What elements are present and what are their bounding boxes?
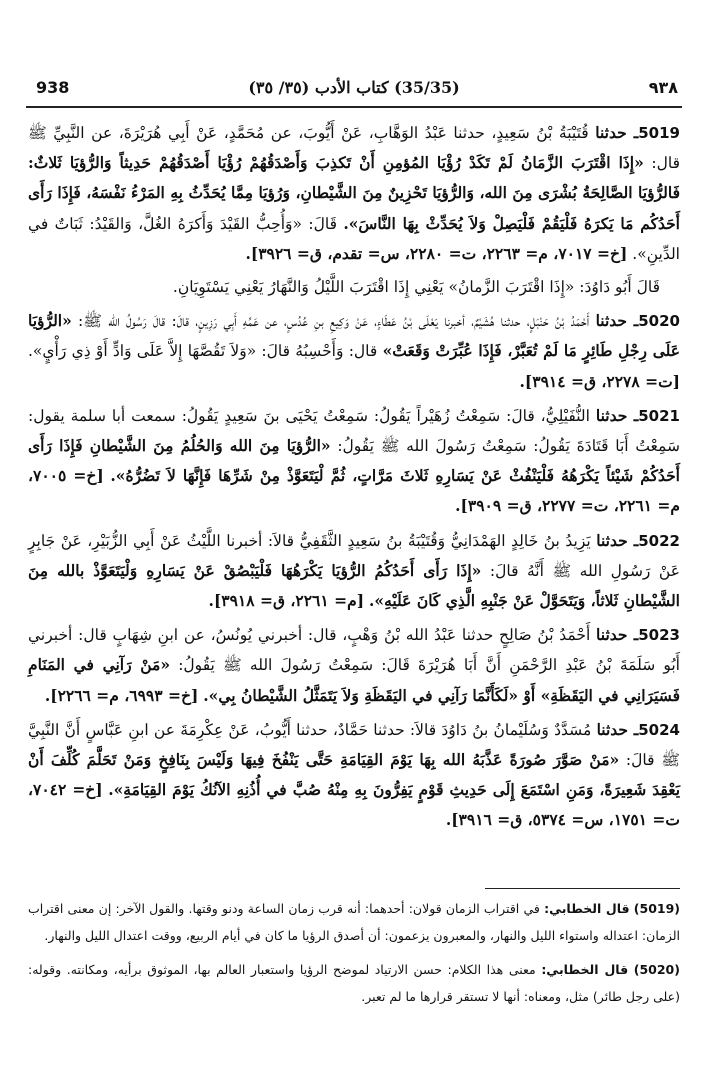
matn-continuation: قَالَ: «وَأُحِبُّ القَيْدَ وَأَكرَهُ الغُلَّ، وَالقَيْدُ: ثَبَاتٌ في الدِّينِ». xyxy=(28,214,680,263)
hadith-label: ـ حدثنا xyxy=(595,123,639,142)
hadith-number: 5022 xyxy=(638,531,680,550)
takhrij: [ت= ٢٢٧٨، ق= ٣٩١٤]. xyxy=(519,371,680,391)
footnote-number: (5020) xyxy=(633,962,680,977)
hadith-label: ـ حدثنا xyxy=(595,311,639,331)
hadith-5024 xyxy=(28,715,680,836)
main-text xyxy=(28,118,680,840)
matn-continuation: قال: وَأَحْسِبُهُ قالَ: «وَلاَ تَقُصَّهَا إِلاَّ عَلَى وَادٍّ أَوْ ذِي رَأْيٍ». xyxy=(28,342,378,361)
hadith-label: ـ حدثنا xyxy=(596,625,639,645)
hadith-number: 5020 xyxy=(638,312,680,331)
hadith-label: ـ حدثنا xyxy=(596,530,639,550)
matn: «إِذَا رَأَى أَحَدُكُمُ الرُّؤيَا يَكْرَهُهَا فَلْيَبْصُقْ عَنْ يَسَارِهِ وَلْيَتَعَوَّذْ بالله مِنَ الشَّيْطانِ ثَلاثاً، وَيَتَحَوَّلْ عَنْ جَنْبِهِ الَّذِي كَانَ عَلَيْهِ». xyxy=(28,560,680,611)
takhrij: [خ= ٧٠٠٥، م= ٢٢٦١، ت= ٢٢٧٧، ق= ٣٩٠٩]. xyxy=(28,466,680,516)
footnote-text: في اقتراب الزمان قولان: أحدهما: أنه قرب زمان الساعة ودنو وقتها. والقول الآخر: إن معنى اقتراب الزمان: اعتداله واستواء الليل والنهار، والمعبرون يزعمون: أن أصدق الرؤيا ما كان في أيام الربيع، ووقت اعتدال الليل والنهار. xyxy=(28,901,680,943)
isnad: يَزِيدُ بنُ خَالِدٍ الهَمْدَانِيُّ وَقُتَيْبَةُ بنُ سَعِيدٍ الثَّقَفِيُّ قالاَ: أخبرنا اللَّيْثُ عَنْ أَبِي الزُّبَيْرِ، عَنْ جَابِرٍ عَنْ رَسُولِ الله ﷺ أَنَّهُ قالَ: xyxy=(28,531,680,580)
footnote-label: قال الخطابي: xyxy=(541,962,629,977)
takhrij: [خ= ٧٠١٧، م= ٢٢٦٣، ت= ٢٢٨٠، س= تقدم، ق= ٣٩٢٦]. xyxy=(245,243,628,263)
hadith-5020 xyxy=(28,306,680,397)
hadith-label: ـ حدثنا xyxy=(595,405,639,425)
page-header xyxy=(26,76,682,108)
footnote-5019 xyxy=(28,896,680,949)
running-title: (35/35) كتاب الأدب (٣٥/ ٣٥) xyxy=(248,78,460,97)
abu-dawud-comment xyxy=(28,273,680,302)
isnad: أَحْمَدُ بْنُ حَنْبَلٍ، حدثنا هُشَيْمٌ، أخبرنا يَعْلَى بْنُ عَطَاءٍ، عَنْ وَكِيعِ بنِ عُدُسٍ، عن عَمِّهِ أَبِي رَزِينٍ، قالَ: قالَ رَسُولُ الله ﷺ: xyxy=(78,312,590,331)
takhrij: [خ= ٧٠٤٢، ت= ١٧٥١، س= ٥٣٧٤، ق= ٣٩١٦]. xyxy=(28,780,680,830)
footnotes xyxy=(28,888,680,1018)
matn: «مَنْ صَوَّرَ صُورَةً عَذَّبَهُ الله بِهَا يَوْمَ القِيَامَةِ حَتَّى يَنْفُخَ فِيهَا وَلَيْسَ بِنَافِخٍ وَمَنْ تَحَلَّمَ كُلِّفَ أَنْ يَعْقِدَ شَعِيرَةً، وَمَنِ اسْتَمَعَ إِلَى حَدِيثِ قَوْمٍ يَفِرُّونَ بِهِ مِنْهُ صُبَّ في أُذُنِهِ الآنُكُ يَوْمَ القِيَامَةِ». xyxy=(28,750,681,800)
isnad: مُسَدَّدٌ وَسُلَيْمانُ بنُ دَاوُدَ قالاَ: حدثنا حَمَّادٌ، حدثنا أَيُّوبُ، عَنْ عِكْرِمَةَ عن ابنِ عَبَّاسٍ أَنَّ النَّبِيَّ ﷺ قالَ: xyxy=(28,720,680,770)
hadith-number: 5024 xyxy=(638,720,680,739)
matn: «إِذَا اقْتَرَبَ الزَّمَانُ لَمْ تَكَدْ رُؤْيَا المُؤمِنِ أَنْ تَكذِبَ وَأَصْدَقُهُمْ رُؤْيَا أَصْدَقُهُمْ حَدِيثاً وَالرُّؤيَا ثَلاثٌ: فَالرُّؤيَا الصَّالِحَةُ بُشْرَى مِنَ الله، وَالرُّؤيَا تَحْزِينٌ مِنَ الشَّيْطانِ، وَرُؤيَا مِمَّا يُحَدِّثُ بِهِ المَرْءُ نَفْسَهُ، فَإِذَا رَأَى أَحَدُكُم مَا يَكرَهُ فَلْيَقُمْ فَلْيَصِلْ وَلاَ يُحَدِّثْ بِهَا النَّاسَ». xyxy=(28,153,680,233)
matn: «الرُّؤيَا مِنَ الله وَالحُلُمُ مِنَ الشَّيْطانِ فَإِذَا رَأَى أَحَدُكُمْ شَيْئاً يَكْرَهُهُ فَلْيَنْفُثْ عَنْ يَسَارِهِ ثَلاثَ مَرَّاتٍ، ثُمَّ لْيَتَعَوَّذْ مِنْ شَرِّهَا فَإِنَّهَا لاَ تَضُرُّهُ». xyxy=(28,436,680,486)
page-number-arabic: ٩٣٨ xyxy=(648,78,678,97)
footnote-number: (5019) xyxy=(633,901,681,916)
hadith-5022 xyxy=(28,526,680,617)
hadith-number: 5019 xyxy=(638,124,680,142)
hadith-number: 5021 xyxy=(638,406,680,425)
matn: «مَنْ رَآنِي في المَنَامِ فَسَيَرَانِي في اليَقَظَةِ» أَوْ «لَكَأَنَّمَا رَآنِي في اليَقَظَةِ وَلاَ يَتَمَثَّلُ الشَّيْطانُ بِي». xyxy=(28,655,680,705)
isnad: أَحْمَدُ بْنُ صَالِحٍ حدثنا عَبْدُ الله بْنُ وَهْبٍ، قال: أخبرني يُونُسُ، عن ابنِ شِهَابٍ قال: أخبرني أَبُو سَلَمَةَ بْنُ عَبْدِ الرَّحْمَنِ أَنَّ أَبَا هُرَيْرَةَ قَالَ: سَمِعْتُ رَسُولَ الله ﷺ يَقُولُ: xyxy=(28,626,680,675)
hadith-number: 5023 xyxy=(638,626,680,645)
hadith-label: ـ حدثنا xyxy=(596,719,639,739)
page-number-latin: 938 xyxy=(36,78,70,97)
takhrij: [خ= ٦٩٩٣، م= ٢٢٦٦]. xyxy=(44,685,199,705)
hadith-5023 xyxy=(28,620,680,711)
comment-text: قَالَ أَبُو دَاوُدَ: «إِذَا اقْتَرَبَ الزَّمانُ» يَعْنِي إِذَا اقْتَرَبَ اللَّيْلُ وَالنَّهَارُ يَعْنِي يَسْتَوِيَانِ. xyxy=(172,278,660,297)
footnote-5020 xyxy=(28,957,680,1010)
isnad: قُتَيْبَةُ بْنُ سَعِيدٍ، حدثنا عَبْدُ الوَهَّابِ، عَنْ أَيُّوبَ، عن مُحَمَّدٍ، عَنْ أَبِي هُرَيْرَةَ، عن النَّبِيِّ ﷺ قال: xyxy=(28,124,680,173)
hadith-5019 xyxy=(28,118,680,269)
matn: «الرُّؤيَا عَلَى رِجْلِ طَائِرٍ مَا لَمْ تُعَبَّرْ، فَإِذَا عُبِّرَتْ وَقَعَتْ» xyxy=(28,311,680,361)
isnad: النُّفَيْلِيُّ، قالَ: سَمِعْتُ زُهَيْراً يَقُولُ: سَمِعْتُ يَحْيَى بنَ سَعِيدٍ يَقُولُ: سمعت أبا سلمة يقول: سَمِعْتُ أَبَا قَتَادَةَ يَقُولُ: سَمِعْتُ رَسُولَ الله ﷺ يَقُولُ: xyxy=(28,406,680,456)
hadith-5021 xyxy=(28,401,680,522)
takhrij: [م= ٢٢٦١، ق= ٣٩١٨]. xyxy=(208,591,365,611)
footnote-label: قال الخطابي: xyxy=(544,901,630,916)
footnote-text: معنى هذا الكلام: حسن الارتياد لموضح الرؤيا واستعبار العالم بها، الموثوق برأيه، ومكانته. وقوله: (على رجل طائر) مثل، ومعناه: أنها لا تستقر قرارها ما لم تعبر. xyxy=(28,962,680,1004)
